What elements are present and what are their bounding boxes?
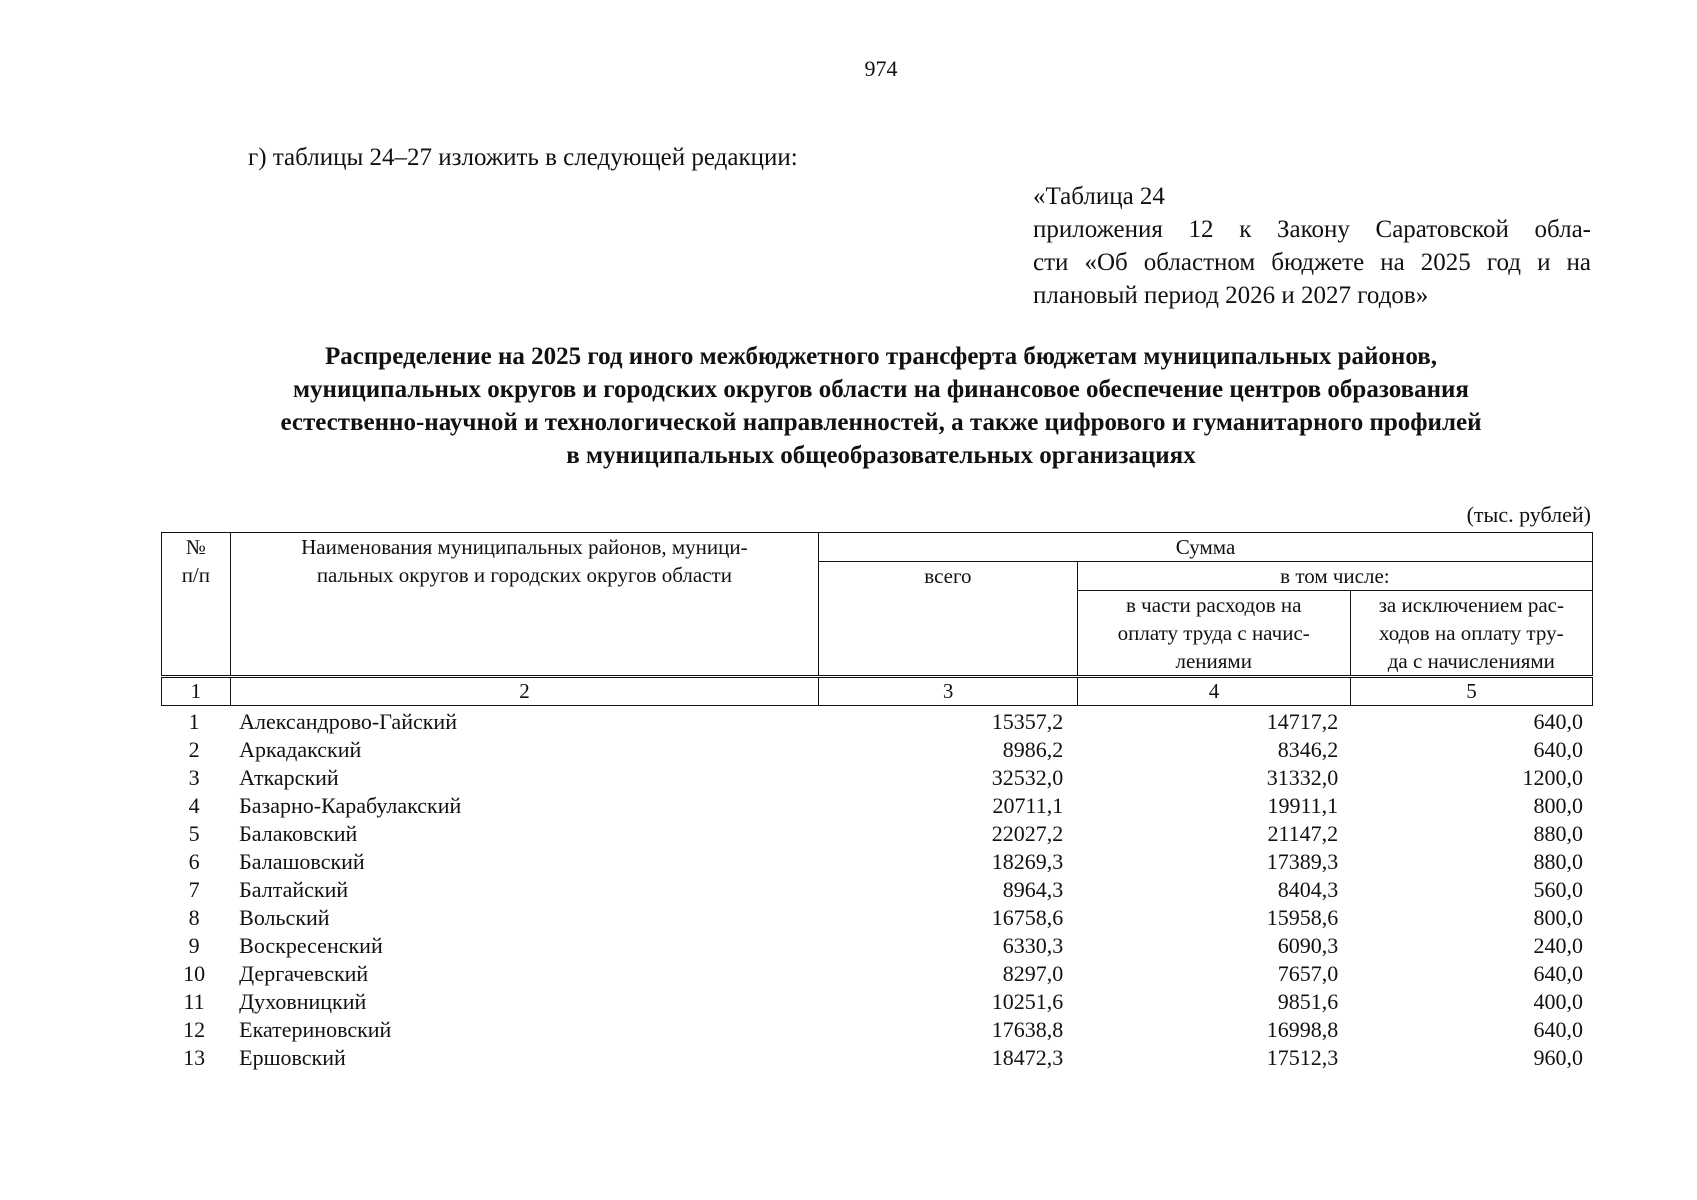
row-name: Воскресенский [239,933,383,958]
column-number: 3 [819,678,1078,706]
row-number: 9 [188,933,200,958]
row-name: Аткарский [239,765,339,790]
header-cell-other [1350,591,1592,676]
row-total: 8986,2 [1002,737,1064,762]
row-name: Балтайский [239,877,349,902]
intro-paragraph: г) таблицы 24–27 изложить в следующей редакции: [248,144,798,171]
row-other: 880,0 [1533,821,1583,846]
row-number: 8 [188,905,200,930]
row-name: Балаковский [239,821,358,846]
table-row [161,764,1593,792]
row-total: 10251,6 [991,989,1064,1014]
table-row [161,1016,1593,1044]
header-cell-name [230,533,818,676]
row-total: 18472,3 [991,1045,1064,1070]
table-row [161,708,1593,736]
header-text: да с начислениями [1387,649,1555,673]
row-other: 640,0 [1533,737,1583,762]
header-text: в части расходов на [1126,593,1302,617]
header-cell-including: в том числе: [1077,562,1592,591]
header-text: ходов на оплату тру- [1379,621,1564,645]
title-line: Распределение на 2025 год иного межбюджетного трансферта бюджетам муниципальных районов, [325,343,1437,370]
column-numbering-row [161,677,1593,706]
header-cell-total: всего [819,562,1078,676]
row-total: 18269,3 [991,849,1064,874]
appendix-line: приложения 12 к Закону Саратовской обла- [1033,216,1591,243]
row-labor: 15958,6 [1266,905,1339,930]
row-other: 640,0 [1533,1017,1583,1042]
table-row [161,792,1593,820]
row-name: Базарно-Карабулакский [239,793,462,818]
row-other: 1200,0 [1522,765,1583,790]
row-number: 6 [188,849,200,874]
row-other: 800,0 [1533,793,1583,818]
table-row [161,736,1593,764]
header-text: лениями [1175,649,1252,673]
row-total: 15357,2 [991,709,1064,734]
table-row [161,848,1593,876]
data-table [161,708,1593,1072]
row-other: 560,0 [1533,877,1583,902]
row-labor: 31332,0 [1266,765,1339,790]
column-number: 5 [1350,678,1592,706]
table-row [161,820,1593,848]
row-total: 17638,8 [991,1017,1064,1042]
row-labor: 17512,3 [1266,1045,1339,1070]
row-name: Дергачевский [239,961,369,986]
row-labor: 21147,2 [1267,821,1339,846]
column-number: 4 [1078,678,1351,706]
table-row [161,988,1593,1016]
document-title [160,340,1602,472]
row-labor: 8346,2 [1277,737,1339,762]
title-line: естественно-научной и технологической направленностей, а также цифрового и гуманитарного профилей [280,409,1482,436]
row-labor: 9851,6 [1277,989,1339,1014]
column-number: 1 [162,678,231,706]
row-total: 16758,6 [991,905,1064,930]
units-label: (тыс. рублей) [1466,502,1591,527]
table-row [161,904,1593,932]
header-cell-number [162,533,231,676]
page-number: 974 [864,56,898,81]
row-number: 1 [188,709,200,734]
column-number: 2 [230,678,818,706]
header-text: п/п [181,563,210,587]
row-labor: 14717,2 [1266,709,1339,734]
row-name: Балашовский [239,849,365,874]
row-number: 5 [188,821,200,846]
title-line: муниципальных округов и городских округов области на финансовое обеспечение центров образования [293,376,1469,403]
row-labor: 17389,3 [1266,849,1339,874]
row-other: 640,0 [1533,961,1583,986]
row-other: 960,0 [1533,1045,1583,1070]
table-header [161,532,1593,676]
row-number: 3 [188,765,200,790]
appendix-line: сти «Об областном бюджете на 2025 год и на [1033,249,1591,276]
row-labor: 8404,3 [1277,877,1339,902]
row-number: 11 [183,989,205,1014]
appendix-line: «Таблица 24 [1033,183,1165,210]
row-total: 22027,2 [991,821,1064,846]
row-labor: 7657,0 [1277,961,1339,986]
row-labor: 19911,1 [1267,793,1339,818]
row-total: 8297,0 [1002,961,1064,986]
row-number: 2 [188,737,200,762]
row-number: 10 [183,961,206,986]
appendix-reference [1033,180,1591,312]
row-total: 20711,1 [992,793,1064,818]
table-row [161,960,1593,988]
row-number: 12 [183,1017,206,1042]
header-text: пальных округов и городских округов области [316,563,732,587]
header-cell-labor [1077,591,1350,676]
header-text: оплату труда с начис- [1117,621,1310,645]
row-other: 640,0 [1533,709,1583,734]
row-total: 32532,0 [991,765,1064,790]
row-other: 880,0 [1533,849,1583,874]
row-name: Аркадакский [239,737,362,762]
row-other: 800,0 [1533,905,1583,930]
row-number: 4 [188,793,200,818]
row-name: Ершовский [239,1045,346,1070]
row-name: Екатериновский [239,1017,392,1042]
header-text: Наименования муниципальных районов, муници- [301,535,748,559]
row-labor: 6090,3 [1277,933,1339,958]
row-total: 8964,3 [1002,877,1064,902]
appendix-line: плановый период 2026 и 2027 годов» [1033,282,1429,309]
row-name: Вольский [239,905,330,930]
table-row [161,932,1593,960]
header-text: за исключением рас- [1378,593,1564,617]
title-line: в муниципальных общеобразовательных организациях [566,442,1196,469]
row-labor: 16998,8 [1266,1017,1339,1042]
row-other: 240,0 [1533,933,1583,958]
row-name: Александрово-Гайский [239,709,457,734]
header-cell-sum: Сумма [819,533,1593,562]
table-row [161,876,1593,904]
row-total: 6330,3 [1002,933,1064,958]
row-name: Духовницкий [239,989,367,1014]
table-row [161,1044,1593,1072]
row-number: 13 [183,1045,206,1070]
row-other: 400,0 [1533,989,1583,1014]
header-text: № [185,535,206,559]
row-number: 7 [188,877,200,902]
